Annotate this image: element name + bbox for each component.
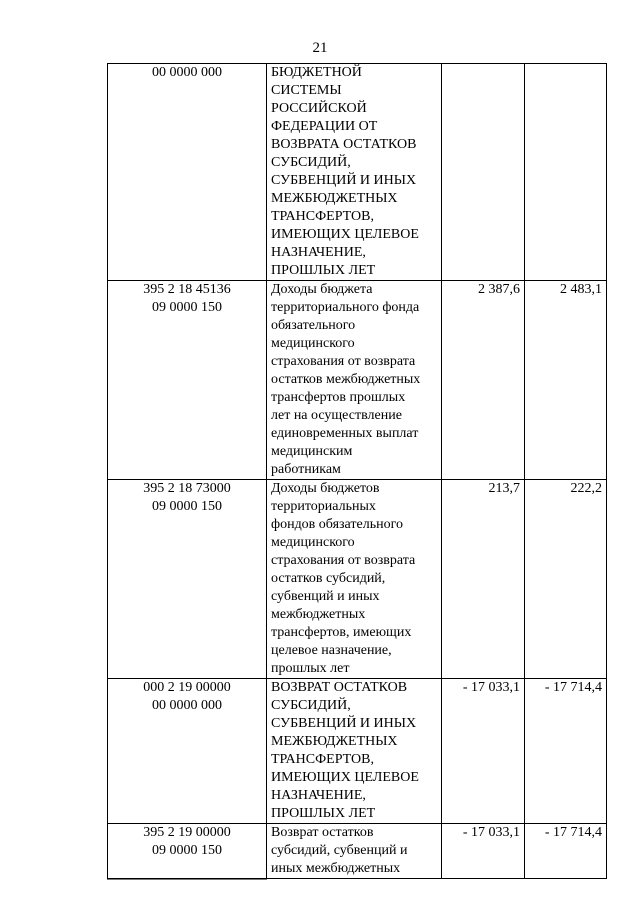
income-name-line: РОССИЙСКОЙ <box>271 101 367 116</box>
income-name-line: лет на осуществление <box>271 408 402 423</box>
value-2020-cell: - 17 033,1 <box>442 679 525 824</box>
income-name-line: медицинским <box>271 444 353 459</box>
table-row <box>108 480 607 679</box>
income-name-line: СИСТЕМЫ <box>271 83 342 98</box>
budget-code-line: 395 2 19 00000 <box>143 825 231 840</box>
page-number: 21 <box>312 40 328 56</box>
budget-code-line: 00 0000 000 <box>152 698 222 713</box>
income-name-line: ИМЕЮЩИХ ЦЕЛЕВОЕ <box>271 770 419 785</box>
income-name-line: межбюджетных <box>271 607 366 622</box>
income-name-line: медицинского <box>271 336 355 351</box>
income-name-line: СУБСИДИЙ, <box>271 155 351 170</box>
income-name-line: ВОЗВРАТ ОСТАТКОВ <box>271 680 408 695</box>
budget-code-line: 000 2 19 00000 <box>143 680 231 695</box>
income-name-line: ИМЕЮЩИХ ЦЕЛЕВОЕ <box>271 227 419 242</box>
budget-code-line: 09 0000 150 <box>152 300 222 315</box>
budget-code-cell <box>108 64 267 281</box>
income-name-line: страхования от возврата <box>271 354 416 369</box>
table-row <box>108 679 607 824</box>
budget-code-cell <box>108 281 267 480</box>
value-2020-cell: 213,7 <box>442 480 525 679</box>
income-name-line: субсидий, субвенций и <box>271 843 408 858</box>
income-name-line: ФЕДЕРАЦИИ ОТ <box>271 119 378 134</box>
income-name-cell <box>267 679 442 824</box>
income-name-line: обязательного <box>271 318 356 333</box>
table-row <box>108 64 607 281</box>
income-name-line: остатков субсидий, <box>271 571 386 586</box>
value-2021-cell: - 17 714,4 <box>525 824 607 879</box>
value-2021-cell: - 17 714,4 <box>525 679 607 824</box>
income-name-line: трансфертов, имеющих <box>271 625 412 640</box>
income-name-line: ТРАНСФЕРТОВ, <box>271 752 374 767</box>
income-name-line: МЕЖБЮДЖЕТНЫХ <box>271 734 398 749</box>
income-name-cell <box>267 480 442 679</box>
footnote-divider <box>107 879 267 880</box>
income-name-cell <box>267 281 442 480</box>
table-row <box>108 824 607 879</box>
income-name-line: СУБВЕНЦИЙ И ИНЫХ <box>271 173 417 188</box>
income-name-line: фондов обязательного <box>271 517 403 532</box>
budget-code-line: 00 0000 000 <box>152 65 222 80</box>
income-name-line: субвенций и иных <box>271 589 380 604</box>
income-name-line: прошлых лет <box>271 661 350 676</box>
income-name-line: МЕЖБЮДЖЕТНЫХ <box>271 191 398 206</box>
budget-code-line: 395 2 18 45136 <box>143 282 231 297</box>
income-name-line: территориального фонда <box>271 300 420 315</box>
budget-code-cell <box>108 480 267 679</box>
income-name-cell <box>267 64 442 281</box>
value-2020-cell: 2 387,6 <box>442 281 525 480</box>
income-name-line: иных межбюджетных <box>271 861 401 876</box>
income-name-line: Доходы бюджета <box>271 282 373 297</box>
income-name-line: НАЗНАЧЕНИЕ, <box>271 245 366 260</box>
value-2021-cell <box>525 64 607 281</box>
income-name-line: ПРОШЛЫХ ЛЕТ <box>271 263 376 278</box>
budget-code-cell <box>108 824 267 879</box>
budget-code-line: 09 0000 150 <box>152 843 222 858</box>
income-name-line: единовременных выплат <box>271 426 419 441</box>
table-row <box>108 281 607 480</box>
income-name-line: территориальных <box>271 499 376 514</box>
income-name-line: остатков межбюджетных <box>271 372 421 387</box>
value-2020-cell <box>442 64 525 281</box>
budget-code-line: 09 0000 150 <box>152 499 222 514</box>
income-name-line: трансфертов прошлых <box>271 390 406 405</box>
income-name-line: БЮДЖЕТНОЙ <box>271 65 362 80</box>
budget-code-line: 395 2 18 73000 <box>143 481 231 496</box>
budget-table <box>107 63 607 879</box>
income-name-line: медицинского <box>271 535 355 550</box>
income-name-line: Доходы бюджетов <box>271 481 380 496</box>
income-name-line: НАЗНАЧЕНИЕ, <box>271 788 366 803</box>
income-name-line: Возврат остатков <box>271 825 374 840</box>
budget-code-cell <box>108 679 267 824</box>
income-name-line: ПРОШЛЫХ ЛЕТ <box>271 806 376 821</box>
income-name-line: целевое назначение, <box>271 643 392 658</box>
value-2021-cell: 222,2 <box>525 480 607 679</box>
income-name-line: ВОЗВРАТА ОСТАТКОВ <box>271 137 417 152</box>
income-name-line: работникам <box>271 462 341 477</box>
income-name-line: СУБВЕНЦИЙ И ИНЫХ <box>271 716 417 731</box>
income-name-line: СУБСИДИЙ, <box>271 698 351 713</box>
income-name-line: ТРАНСФЕРТОВ, <box>271 209 374 224</box>
value-2021-cell: 2 483,1 <box>525 281 607 480</box>
income-name-line: страхования от возврата <box>271 553 416 568</box>
value-2020-cell: - 17 033,1 <box>442 824 525 879</box>
income-name-cell <box>267 824 442 879</box>
